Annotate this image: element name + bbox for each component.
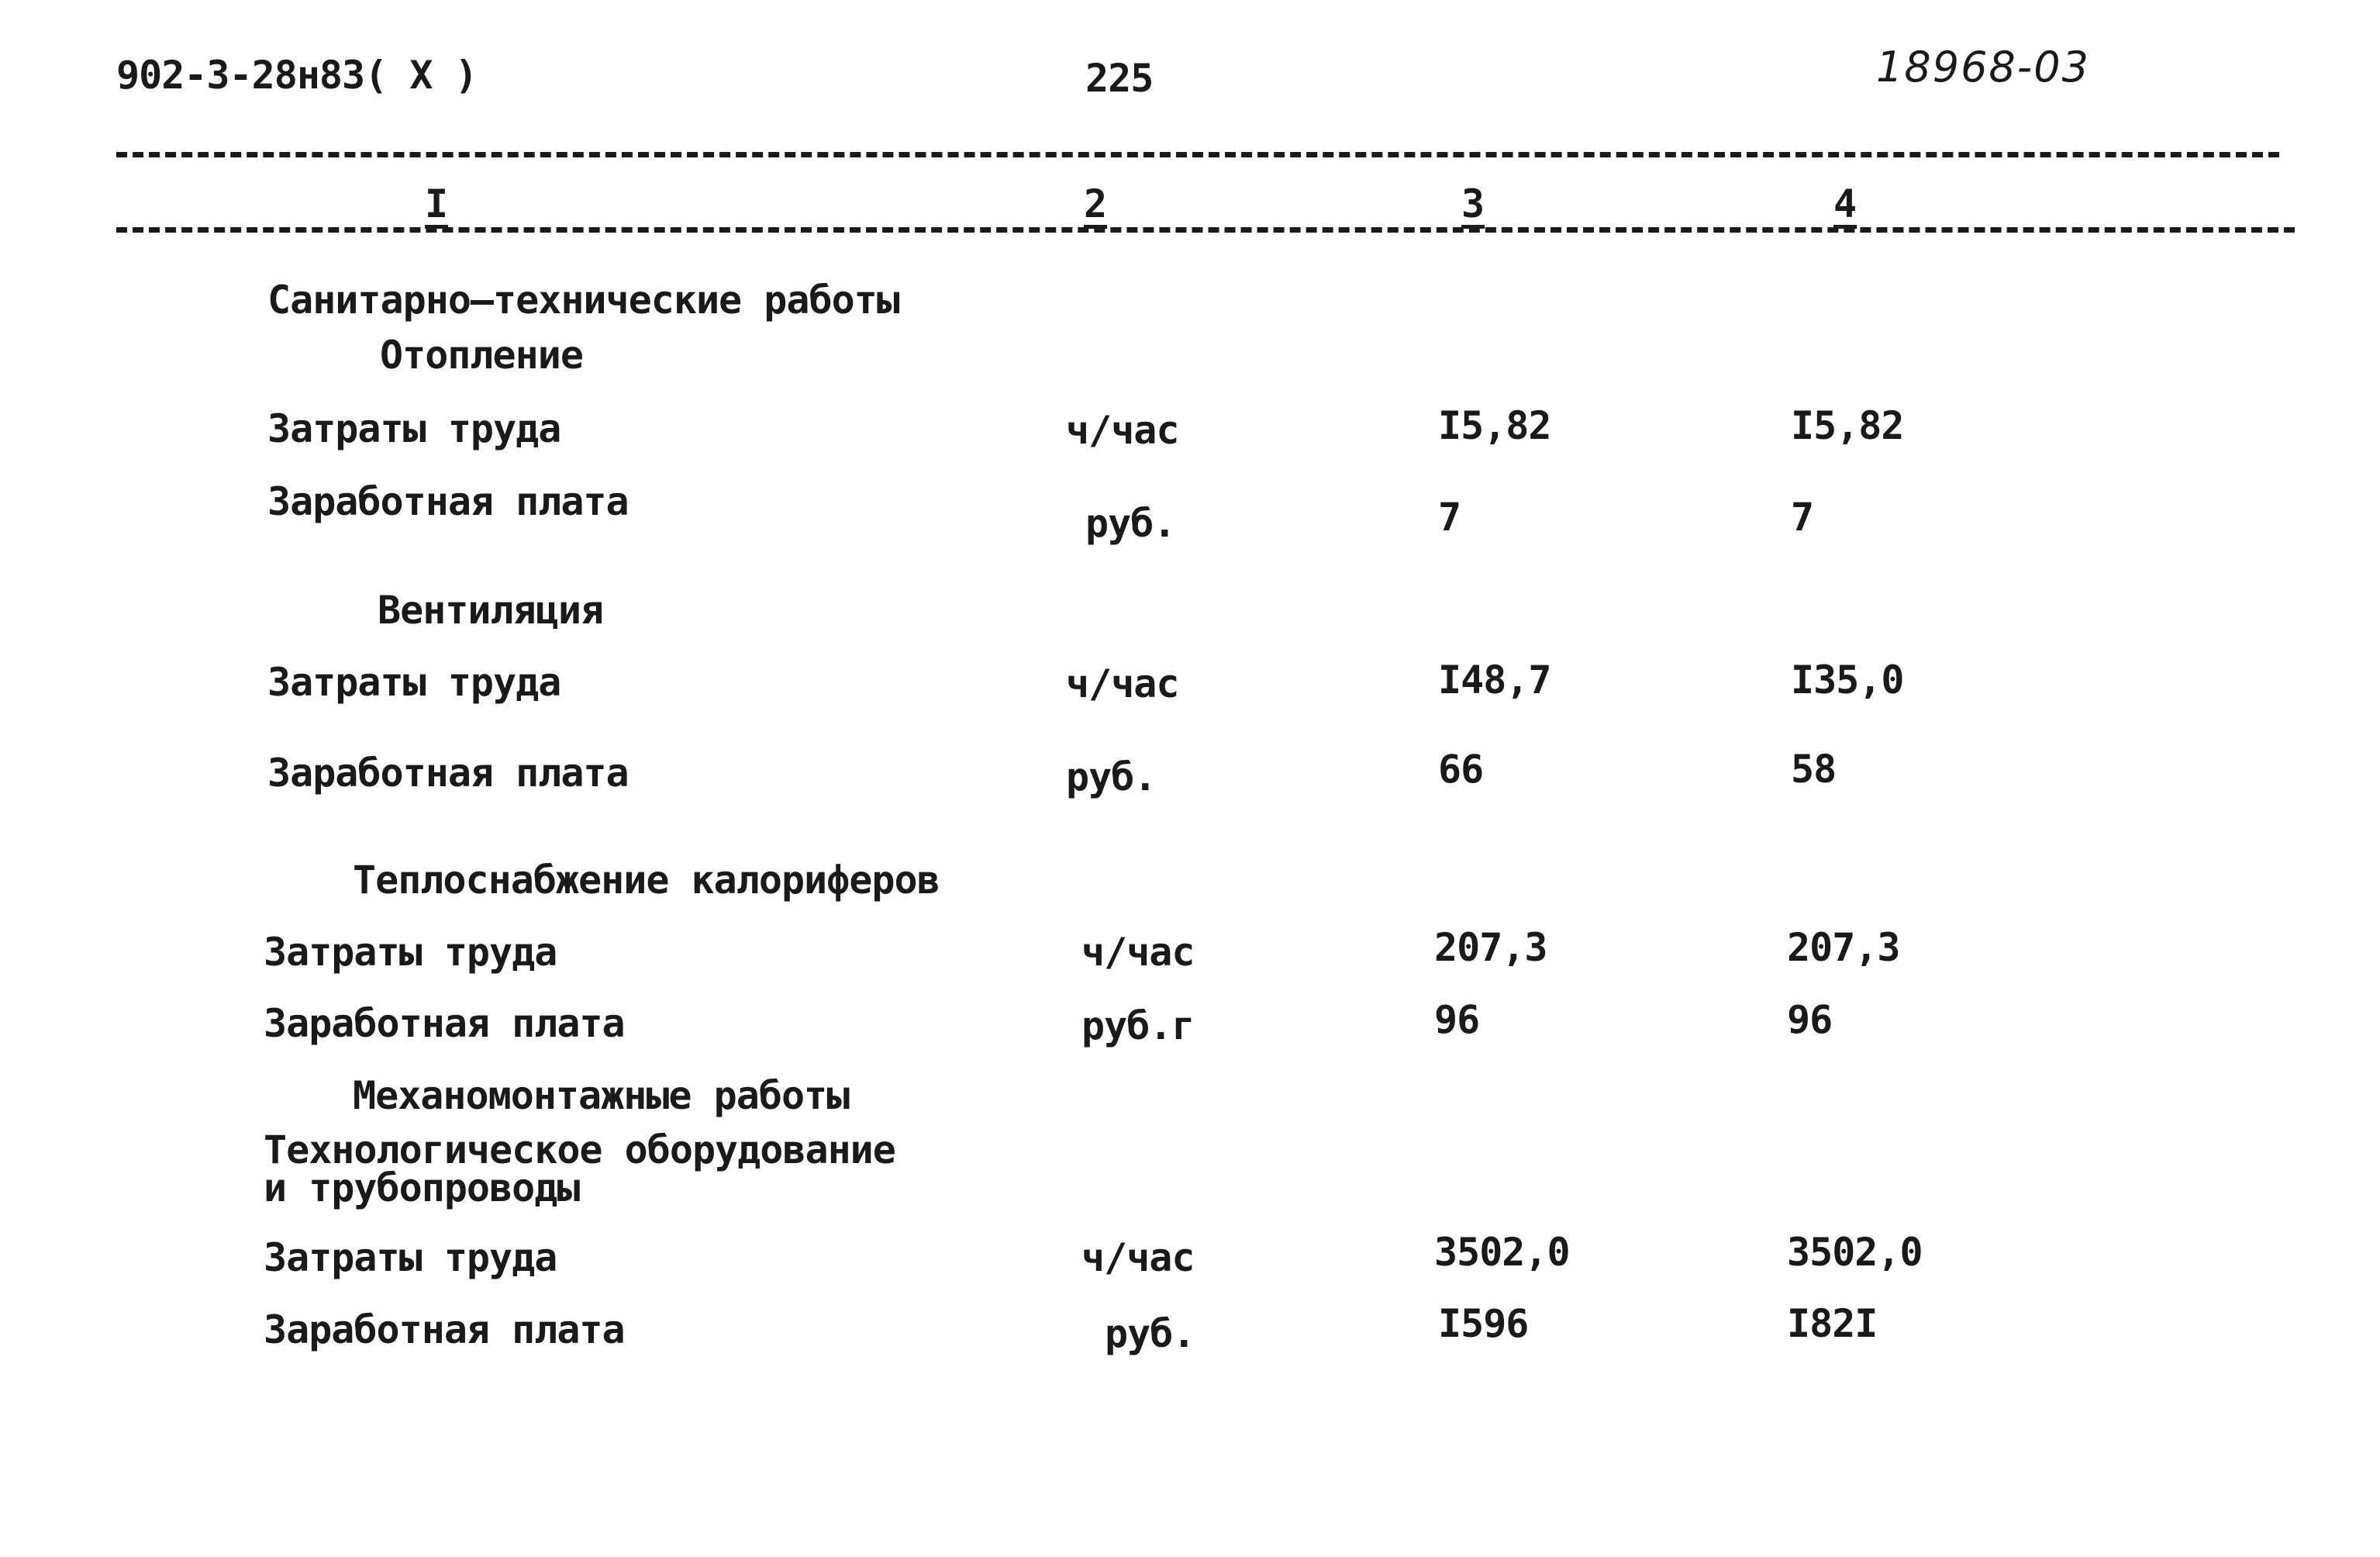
row-label: Затраты труда [264, 1235, 557, 1280]
row-label: Заработная плата [267, 751, 629, 796]
row-value-col4: I5,82 [1791, 403, 1904, 448]
section-heading-sanitary: Санитарно–технические работы [267, 278, 899, 323]
row-unit: ч/час [1066, 661, 1179, 706]
row-unit: руб. [1105, 1311, 1195, 1356]
subsection-heading-equipment: Технологическое оборудование [264, 1127, 895, 1172]
registration-number: 18968-03 [1876, 43, 2090, 91]
row-value-col3: 96 [1434, 997, 1480, 1042]
row-value-col4: 7 [1791, 495, 1814, 540]
row-value-col3: I596 [1438, 1301, 1529, 1346]
row-label: Затраты труда [264, 930, 557, 975]
column-header-4: 4 [1833, 181, 1857, 226]
row-value-col4: 3502,0 [1787, 1230, 1923, 1275]
row-value-col3: 3502,0 [1434, 1230, 1570, 1275]
section-heading-mechanical: Механомонтажные работы [353, 1073, 850, 1118]
column-header-dashed-rule [116, 227, 2295, 233]
row-value-col3: 207,3 [1434, 925, 1547, 970]
subsection-heading-heating: Отопление [380, 333, 583, 378]
row-value-col4: 58 [1791, 747, 1837, 792]
row-label: Заработная плата [267, 479, 629, 524]
row-value-col3: I48,7 [1438, 658, 1551, 703]
row-unit: ч/час [1066, 408, 1179, 453]
row-label: Заработная плата [264, 1001, 625, 1046]
subsection-heading-ventilation: Вентиляция [378, 588, 604, 633]
subsection-heading-pipelines: и трубопроводы [264, 1165, 580, 1210]
row-label: Заработная плата [264, 1307, 625, 1352]
row-value-col3: 66 [1438, 747, 1484, 792]
row-value-col3: 7 [1438, 495, 1461, 540]
page-number: 225 [1085, 56, 1154, 101]
row-unit: руб. [1085, 501, 1176, 546]
row-unit: руб.г [1081, 1003, 1195, 1048]
row-unit: руб. [1066, 754, 1157, 799]
row-label: Затраты труда [267, 406, 561, 451]
column-header-2: 2 [1084, 181, 1108, 226]
document-code: 902-3-28н83( X ) [116, 53, 478, 98]
row-value-col4: 96 [1787, 997, 1833, 1042]
row-unit: ч/час [1081, 930, 1195, 975]
row-value-col4: 207,3 [1787, 925, 1900, 970]
row-value-col4: I82I [1787, 1301, 1878, 1346]
top-dashed-rule [116, 152, 2279, 157]
row-label: Затраты труда [267, 660, 561, 705]
row-value-col3: I5,82 [1438, 403, 1551, 448]
column-header-1: I [425, 181, 449, 226]
row-unit: ч/час [1081, 1235, 1195, 1280]
column-header-3: 3 [1461, 181, 1485, 226]
subsection-heading-heat-supply: Теплоснабжение калориферов [353, 858, 940, 903]
row-value-col4: I35,0 [1791, 658, 1904, 703]
